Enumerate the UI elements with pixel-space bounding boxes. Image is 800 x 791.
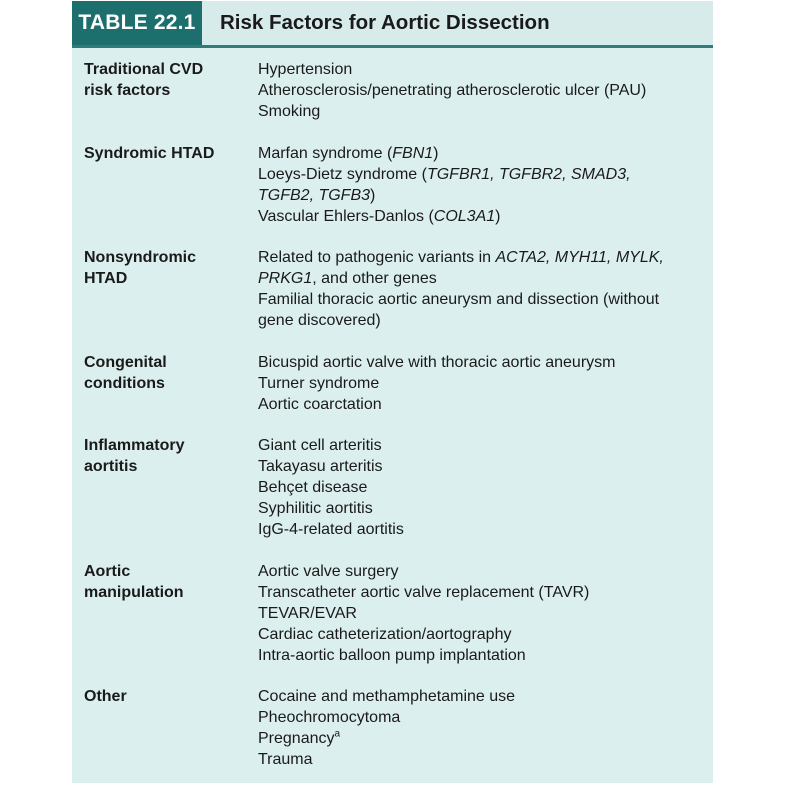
risk-factor-item: [258, 749, 703, 770]
risk-factor-list: [258, 435, 703, 540]
item-text: TGFBR1, TGFBR2, SMAD3, TGFB2, TGFB3: [258, 165, 631, 204]
item-text: FBN1: [392, 144, 434, 162]
table-body: [72, 59, 713, 791]
item-text: Behçet disease: [258, 479, 368, 496]
item-text: Transcatheter aortic valve replacement (TAVR): [258, 583, 590, 601]
item-text: Related to pathogenic variants in: [258, 249, 496, 266]
risk-factor-item: [258, 164, 703, 206]
item-text: Vascular Ehlers-Danlos (: [258, 207, 434, 225]
risk-factor-item: [258, 686, 703, 707]
category-label: Other: [84, 688, 127, 705]
item-text: Aortic valve surgery: [258, 562, 399, 580]
risk-factor-list: [258, 143, 703, 227]
item-text: Pheochromocytoma: [258, 709, 401, 726]
risk-factor-item: [258, 498, 703, 519]
risk-factor-item: [258, 435, 703, 456]
table-header: [72, 1, 713, 48]
item-text: Hypertension: [258, 61, 353, 78]
risk-factor-item: [258, 352, 703, 373]
table-row: [72, 59, 713, 122]
risk-factor-item: [258, 289, 703, 331]
item-text: ): [433, 144, 439, 162]
risk-factor-list: [258, 352, 703, 415]
item-text: , and other genes: [312, 270, 437, 287]
item-text: IgG-4-related aortitis: [258, 521, 404, 538]
risk-factor-list: [258, 247, 703, 331]
risk-factor-item: [258, 582, 703, 603]
risk-factor-item: [258, 519, 703, 540]
risk-factor-item: [258, 101, 703, 122]
risk-factor-item: [258, 456, 703, 477]
item-text: Trauma: [258, 751, 313, 768]
risk-factor-item: [258, 707, 703, 728]
category-label: Nonsyndromic HTAD: [84, 249, 197, 287]
category-label: Inflammatory aortitis: [84, 437, 185, 475]
category-label: Congenital conditions: [84, 353, 167, 392]
item-text: Pregnancy: [258, 730, 335, 747]
table-row: [72, 352, 713, 415]
table-row: [72, 247, 713, 331]
item-text: ACTA2, MYH11, MYLK, PRKG1: [258, 249, 664, 287]
table-title: Risk Factors for Aortic Dissection: [220, 11, 550, 34]
risk-factor-table: [72, 1, 713, 783]
item-text: ): [370, 186, 376, 204]
item-text: COL3A1: [433, 207, 496, 225]
table-row: [72, 686, 713, 770]
category-label: Aortic manipulation: [84, 562, 184, 601]
item-text: Atherosclerosis/penetrating atherosclerotic ulcer (PAU): [258, 82, 647, 99]
footnote-marker: a: [334, 728, 341, 740]
risk-factor-item: [258, 624, 703, 645]
item-text: Takayasu arteritis: [258, 458, 383, 475]
risk-factor-item: [258, 728, 703, 749]
category-label: Traditional CVD risk factors: [84, 61, 204, 99]
risk-factor-list: [258, 59, 703, 122]
item-text: Intra-aortic balloon pump implantation: [258, 646, 526, 664]
table-number-badge: TABLE 22.1: [72, 1, 202, 45]
table-row: [72, 561, 713, 666]
item-text: Turner syndrome: [258, 374, 380, 392]
item-text: Smoking: [258, 103, 321, 120]
risk-factor-item: [258, 645, 703, 666]
table-row: [72, 143, 713, 227]
risk-factor-list: [258, 561, 703, 666]
risk-factor-item: [258, 143, 703, 164]
item-text: Aortic coarctation: [258, 395, 382, 413]
risk-factor-item: [258, 373, 703, 394]
item-text: Giant cell arteritis: [258, 437, 382, 454]
item-text: Cardiac catheterization/aortography: [258, 625, 512, 643]
item-text: ): [495, 207, 501, 225]
table-row: [72, 435, 713, 540]
risk-factor-item: [258, 247, 703, 289]
item-text: TEVAR/EVAR: [258, 604, 357, 622]
risk-factor-item: [258, 80, 703, 101]
risk-factor-item: [258, 561, 703, 582]
item-text: Marfan syndrome (: [258, 144, 393, 162]
category-label: Syndromic HTAD: [84, 144, 215, 162]
risk-factor-item: [258, 477, 703, 498]
risk-factor-item: [258, 206, 703, 227]
risk-factor-list: [258, 686, 703, 770]
item-text: Bicuspid aortic valve with thoracic aortic aneurysm: [258, 353, 616, 371]
item-text: Loeys-Dietz syndrome (: [258, 165, 427, 183]
item-text: Syphilitic aortitis: [258, 500, 373, 517]
item-text: Cocaine and methamphetamine use: [258, 688, 516, 705]
risk-factor-item: [258, 59, 703, 80]
risk-factor-item: [258, 394, 703, 415]
risk-factor-item: [258, 603, 703, 624]
item-text: Familial thoracic aortic aneurysm and dissection (without gene discovered): [258, 291, 660, 329]
